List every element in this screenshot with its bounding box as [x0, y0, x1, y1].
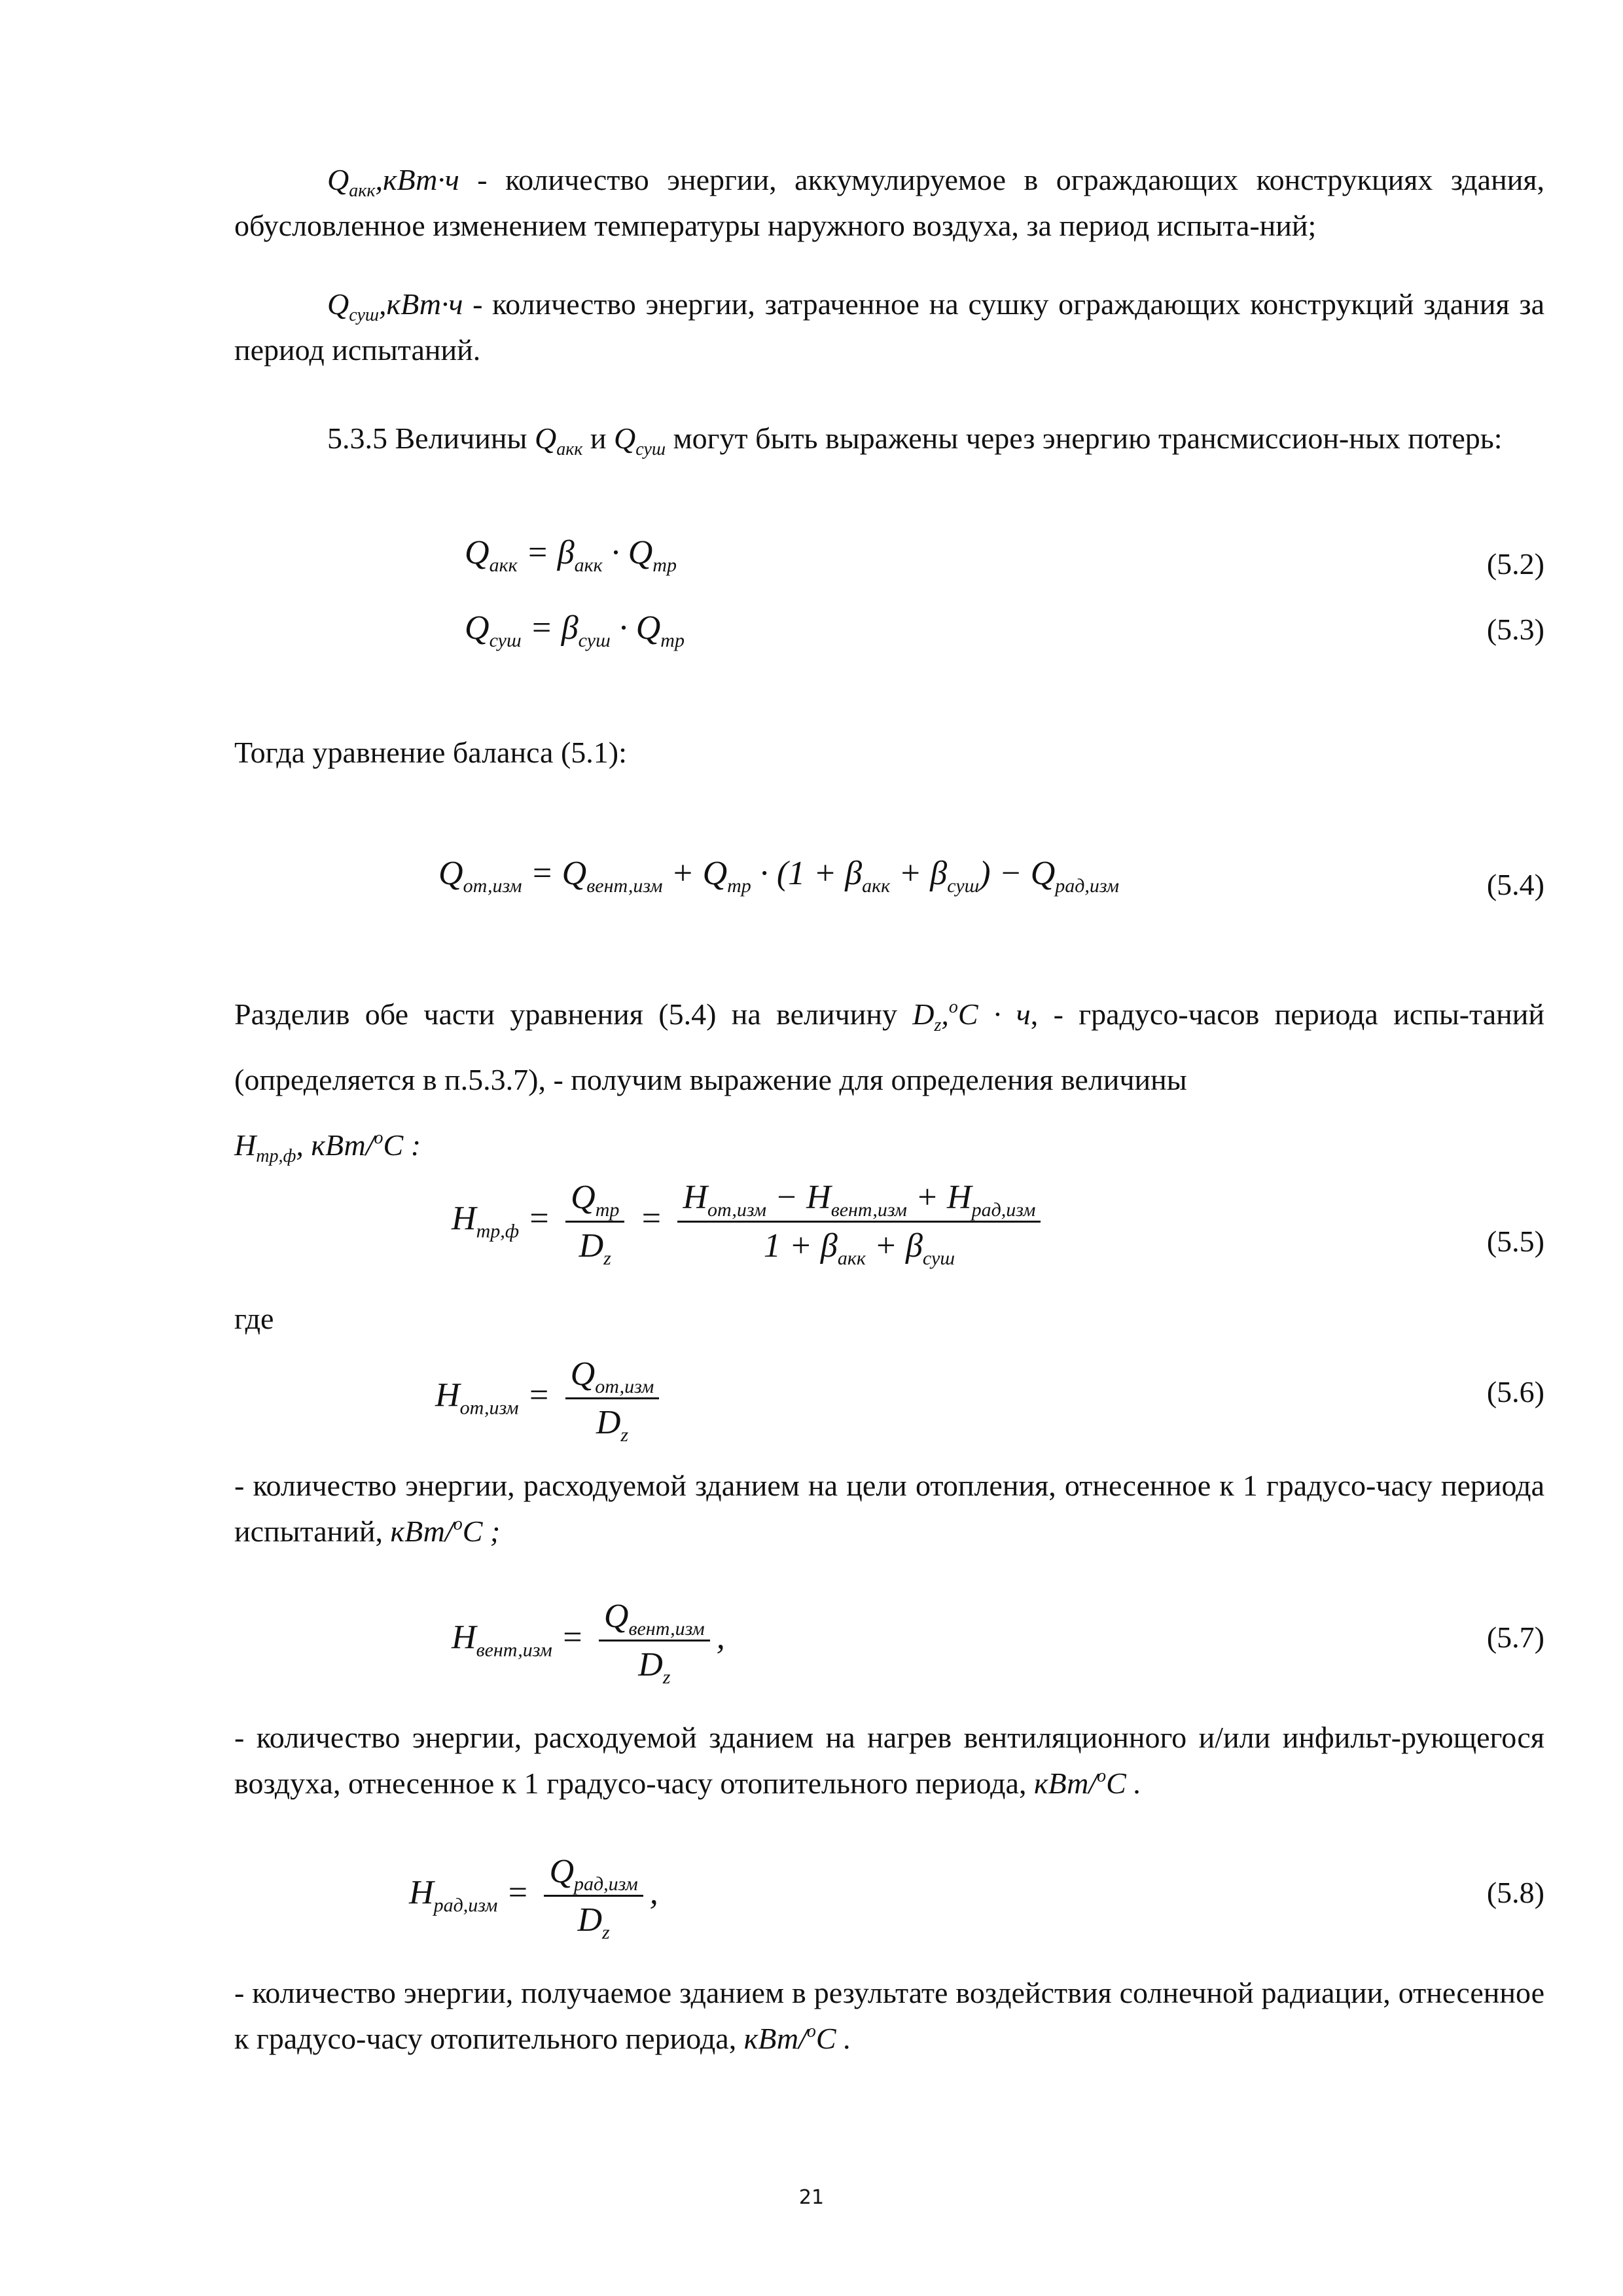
equation-5-3 — [465, 609, 685, 651]
eq-sub: акк — [574, 554, 603, 576]
eq-term: ) − Q — [979, 855, 1056, 892]
where-word: где — [234, 1302, 274, 1335]
eq-sub: тр — [652, 554, 677, 576]
eq-sub: тр,ф — [476, 1220, 520, 1242]
eq-sub: вент,изм — [628, 1618, 705, 1640]
eq-sub: z — [602, 1922, 610, 1943]
unit: C : — [383, 1128, 421, 1162]
fraction — [599, 1597, 710, 1688]
eq-sub: z — [662, 1666, 671, 1688]
unit: C . — [815, 2022, 851, 2055]
eq-sub: рад,изм — [1055, 875, 1120, 897]
degree: o — [948, 997, 958, 1017]
eq-term: D — [579, 1227, 604, 1265]
eq-term: D — [596, 1404, 621, 1441]
subscript: суш — [349, 305, 380, 325]
definition-q-sush — [234, 281, 1544, 373]
eq-term: Q — [570, 1355, 596, 1393]
denominator — [565, 1399, 660, 1446]
eq-term: + β — [890, 855, 948, 892]
equation-5-4 — [438, 854, 1120, 897]
definition-h-ot — [234, 1463, 1544, 1554]
eq-sub: от,изм — [595, 1376, 654, 1397]
denominator — [565, 1223, 624, 1269]
eq-term: = β — [517, 534, 575, 571]
unit: кВт/ — [743, 2022, 807, 2055]
text: могут быть выражены через энергию трансмиссион-ных потерь: — [666, 422, 1503, 455]
fraction — [565, 1178, 624, 1269]
eq-sub: z — [620, 1424, 629, 1446]
equation-number: (5.4) — [1486, 868, 1544, 901]
equation-number: (5.8) — [1486, 1876, 1544, 1909]
eq-term: + H — [906, 1179, 972, 1216]
definition-h-vent — [234, 1715, 1544, 1806]
subscript: тр,ф — [256, 1146, 296, 1166]
eq-term: · Q — [610, 609, 661, 647]
denominator — [544, 1897, 643, 1943]
eq-sub: тр — [660, 630, 685, 651]
text: - количество энергии, расходуемой зданием на нагрев вентиляционного и/или инфильт-рующегося воздуха, отнесенное к 1 градусо-часу отопительного периода, — [234, 1721, 1544, 1800]
fraction — [544, 1852, 643, 1943]
eq-term: + Q — [662, 855, 728, 892]
definition-text: - количество энергии, затраченное на сушку ограждающих конструкций здания за период испытаний. — [234, 287, 1544, 367]
eq-term: Q — [465, 609, 490, 647]
fraction — [677, 1178, 1041, 1269]
degree: o — [1097, 1766, 1107, 1786]
denominator — [677, 1223, 1041, 1269]
eq-term: Q — [603, 1598, 629, 1635]
eq-sub: вент,изм — [830, 1199, 907, 1221]
unit: , — [941, 997, 949, 1031]
text: - количество энергии, получаемое зданием в результате воздействия солнечной радиации, отнесенное к градусо-часу отопительного периода, — [234, 1976, 1544, 2055]
equation-number: (5.6) — [1486, 1375, 1544, 1408]
equation-5-5: $H_{тр,ф}$ = $\frac{Q_{тр}}{D_z}$ = $\frac{H_{от,изм} - H_{вент,изм} + H_{рад,изм}}{1 + \beta_{акк} + \beta_{суш}}$ — [452, 1178, 1047, 1265]
definition-text: - количество энергии, аккумулируемое в ограждающих конструкциях здания, обусловленное изменением температуры наружного воздуха, за период испыта-ний; — [234, 163, 1544, 242]
eq-sub: акк — [489, 554, 518, 576]
symbol: D — [912, 997, 935, 1031]
eq-sub: тр — [595, 1199, 620, 1221]
equation-number: (5.7) — [1486, 1621, 1544, 1654]
eq-term: Q — [571, 1179, 596, 1216]
eq-term: H — [435, 1376, 460, 1414]
equation-number: (5.5) — [1486, 1225, 1544, 1258]
numerator — [565, 1178, 624, 1223]
eq-term: Q — [549, 1853, 574, 1890]
symbol: Q — [614, 422, 636, 455]
eq-sub: акк — [862, 875, 891, 897]
unit: кВт/ — [1033, 1767, 1097, 1800]
fraction — [565, 1355, 660, 1446]
unit: C . — [1106, 1767, 1141, 1800]
equation-5-8: $H_{рад,изм}$ = $\frac{Q_{рад,изм}}{D_z}$ , — [409, 1853, 658, 1943]
definition-q-akk — [234, 157, 1544, 249]
eq-term: H — [409, 1874, 434, 1912]
unit: ,кВт·ч — [375, 163, 459, 196]
symbol: H — [234, 1128, 257, 1162]
eq-sub: z — [603, 1247, 611, 1269]
equation-number: (5.2) — [1486, 547, 1544, 581]
text: , - градусо-часов периода испы-таний (определяется в п.5.3.7), - получим выражение для определения величины — [234, 997, 1544, 1096]
eq-sub: суш — [922, 1247, 955, 1269]
eq-sub: от,изм — [459, 1397, 519, 1419]
numerator — [565, 1355, 660, 1399]
equation-5-2 — [465, 533, 677, 576]
numerator — [677, 1178, 1041, 1223]
eq-term: = Q — [522, 855, 587, 892]
section-5-3-5 — [234, 406, 1544, 471]
eq-sub: рад,изм — [971, 1199, 1036, 1221]
symbol: Q — [327, 287, 349, 321]
text: Разделив обе части уравнения (5.4) на величину — [234, 997, 913, 1031]
eq-sub: от,изм — [707, 1199, 767, 1221]
eq-sub: рад,изм — [574, 1873, 638, 1895]
eq-sub: суш — [578, 630, 611, 651]
unit: , кВт/ — [296, 1128, 374, 1162]
symbol: Q — [534, 422, 557, 455]
symbol: Q — [327, 163, 349, 196]
text: - количество энергии, расходуемой зданием на цели отопления, отнесенное к 1 градусо-часу периода испытаний, — [234, 1469, 1544, 1548]
eq-term: · (1 + β — [751, 855, 863, 892]
eq-sub: суш — [489, 630, 522, 651]
eq-term: , — [716, 1619, 725, 1657]
eq-term: H — [452, 1200, 476, 1238]
eq-sub: тр — [727, 875, 751, 897]
degree: o — [806, 2021, 816, 2041]
unit: C ; — [462, 1515, 501, 1548]
subscript: акк — [349, 181, 376, 201]
numerator — [599, 1597, 710, 1641]
eq-term: H — [683, 1179, 708, 1216]
page-number: 21 — [798, 2186, 825, 2209]
unit: кВт/ — [390, 1515, 454, 1548]
degree: o — [374, 1128, 383, 1148]
equation-5-6: $H_{от,изм}$ = $\frac{Q_{от,изм}}{D_z}$ — [435, 1355, 666, 1442]
unit: ,кВт·ч — [379, 287, 463, 321]
subscript: суш — [635, 439, 666, 459]
subscript: z — [934, 1015, 942, 1035]
eq-term: = β — [521, 609, 579, 647]
eq-term: D — [577, 1901, 603, 1939]
equation-number: (5.3) — [1486, 613, 1544, 646]
eq-term: · Q — [602, 534, 653, 571]
text: и — [590, 422, 615, 455]
eq-sub: вент,изм — [476, 1639, 552, 1661]
degree: o — [453, 1514, 463, 1534]
eq-term: D — [638, 1646, 663, 1683]
denominator — [599, 1641, 710, 1688]
eq-term: − H — [766, 1179, 831, 1216]
eq-term: + β — [865, 1227, 923, 1265]
eq-sub: от,изм — [463, 875, 522, 897]
eq-sub: акк — [837, 1247, 866, 1269]
eq-term: 1 + β — [763, 1227, 838, 1265]
eq-term: H — [452, 1619, 476, 1657]
eq-term: , — [649, 1874, 658, 1912]
eq-term: Q — [465, 534, 490, 571]
numerator — [544, 1852, 643, 1897]
eq-sub: рад,изм — [433, 1894, 498, 1916]
equation-5-7: $H_{вент,изм}$ = $\frac{Q_{вент,изм}}{D_z}$ , — [452, 1598, 725, 1688]
unit: C · ч — [957, 997, 1031, 1031]
eq-term: Q — [438, 855, 463, 892]
eq-sub: вент,изм — [586, 875, 663, 897]
balance-intro: Тогда уравнение баланса (5.1): — [234, 736, 627, 769]
subscript: акк — [556, 439, 583, 459]
definition-h-rad — [234, 1970, 1544, 2062]
text: 5.3.5 Величины — [327, 422, 535, 455]
division-paragraph — [234, 982, 1544, 1178]
eq-sub: суш — [947, 875, 980, 897]
